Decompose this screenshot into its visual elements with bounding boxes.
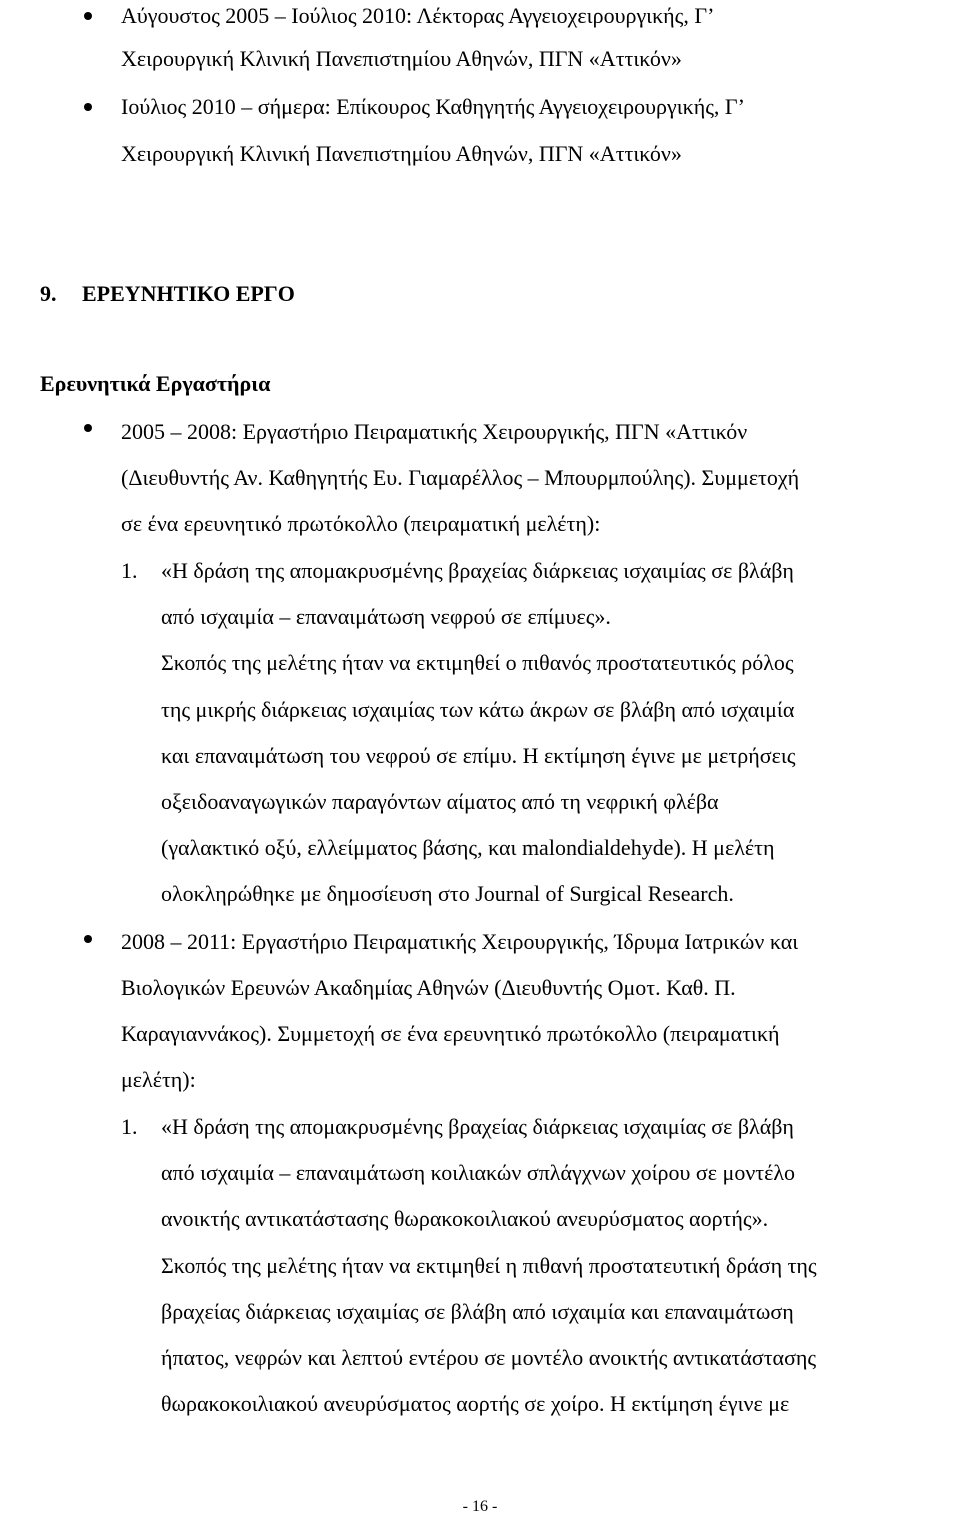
lab-1-item-number: 1. (121, 558, 138, 583)
lab-2-item-line-1: «Η δράση της απομακρυσμένης βραχείας διάρκειας ισχαιμίας σε βλάβη (161, 1114, 794, 1139)
lab-1-item-line-1: «Η δράση της απομακρυσμένης βραχείας διάρκειας ισχαιμίας σε βλάβη (161, 558, 794, 583)
lab-2-line-1: 2008 – 2011: Εργαστήριο Πειραματικής Χειρουργικής, Ίδρυμα Ιατρικών και (121, 929, 799, 954)
page-number: - 16 - (462, 1498, 498, 1515)
intro-bullet-1-line-1: Αύγουστος 2005 – Ιούλιος 2010: Λέκτορας Αγγειοχειρουργικής, Γ’ (121, 3, 715, 28)
lab-1-item-line-8: ολοκληρώθηκε με δημοσίευση στο Journal of Surgical Research. (161, 881, 734, 906)
lab-1-line-2: (Διευθυντής Αν. Καθηγητής Ευ. Γιαμαρέλλος – Μπουρμπούλης). Συμμετοχή (121, 465, 800, 490)
lab-1-line-3: σε ένα ερευνητικό πρωτόκολλο (πειραματική μελέτη): (121, 511, 601, 536)
intro-bullet-2-line-2: Χειρουργική Κλινική Πανεπιστημίου Αθηνών, ΠΓΝ «Αττικόν» (121, 141, 682, 166)
section-title: ΕΡΕΥΝΗΤΙΚΟ ΕΡΓΟ (82, 281, 295, 306)
lab-1-item-line-7: (γαλακτικό οξύ, ελλείμματος βάσης, και malondialdehyde). Η μελέτη (161, 835, 775, 860)
lab-1-item-line-3: Σκοπός της μελέτης ήταν να εκτιμηθεί ο πιθανός προστατευτικός ρόλος (161, 650, 794, 675)
intro-bullet-1-line-2: Χειρουργική Κλινική Πανεπιστημίου Αθηνών, ΠΓΝ «Αττικόν» (121, 46, 682, 71)
lab-1-item-line-2: από ισχαιμία – επαναιμάτωση νεφρού σε επίμυες». (161, 604, 611, 629)
bullet-icon (84, 12, 92, 20)
lab-2-item-line-6: ήπατος, νεφρών και λεπτού εντέρου σε μοντέλο ανοικτής αντικατάστασης (161, 1345, 817, 1370)
lab-2-item-line-7: θωρακοκοιλιακού ανευρύσματος αορτής σε χοίρο. Η εκτίμηση έγινε με (161, 1391, 790, 1416)
lab-2-line-4: μελέτη): (121, 1067, 196, 1092)
intro-bullet-2-line-1: Ιούλιος 2010 – σήμερα: Επίκουρος Καθηγητής Αγγειοχειρουργικής, Γ’ (121, 94, 745, 119)
lab-2-item-line-3: ανοικτής αντικατάστασης θωρακοκοιλιακού ανευρύσματος αορτής». (161, 1206, 769, 1231)
lab-1-item-line-6: οξειδοαναγωγικών παραγόντων αίματος από τη νεφρική φλέβα (161, 789, 719, 814)
lab-2-item-line-2: από ισχαιμία – επαναιμάτωση κοιλιακών σπλάγχνων χοίρου σε μοντέλο (161, 1160, 796, 1185)
lab-2-item-line-4: Σκοπός της μελέτης ήταν να εκτιμηθεί η πιθανή προστατευτική δράση της (161, 1253, 817, 1278)
lab-2-item-line-5: βραχείας διάρκειας ισχαιμίας σε βλάβη από ισχαιμία και επαναιμάτωση (161, 1299, 794, 1324)
section-number: 9. (40, 281, 57, 306)
lab-1-item-line-4: της μικρής διάρκειας ισχαιμίας των κάτω άκρων σε βλάβη από ισχαιμία (161, 697, 795, 722)
bullet-icon (84, 424, 92, 432)
lab-2-line-3: Καραγιαννάκος). Συμμετοχή σε ένα ερευνητικό πρωτόκολλο (πειραματική (121, 1021, 780, 1046)
lab-1-item-line-5: και επαναιμάτωση του νεφρού σε επίμυ. Η εκτίμηση έγινε με μετρήσεις (161, 743, 796, 768)
section-subtitle: Ερευνητικά Εργαστήρια (40, 371, 271, 396)
bullet-icon (84, 935, 92, 943)
lab-1-line-1: 2005 – 2008: Εργαστήριο Πειραματικής Χειρουργικής, ΠΓΝ «Αττικόν (121, 419, 748, 444)
lab-2-item-number: 1. (121, 1114, 138, 1139)
lab-2-line-2: Βιολογικών Ερευνών Ακαδημίας Αθηνών (Διευθυντής Ομοτ. Καθ. Π. (121, 975, 736, 1000)
bullet-icon (84, 103, 92, 111)
